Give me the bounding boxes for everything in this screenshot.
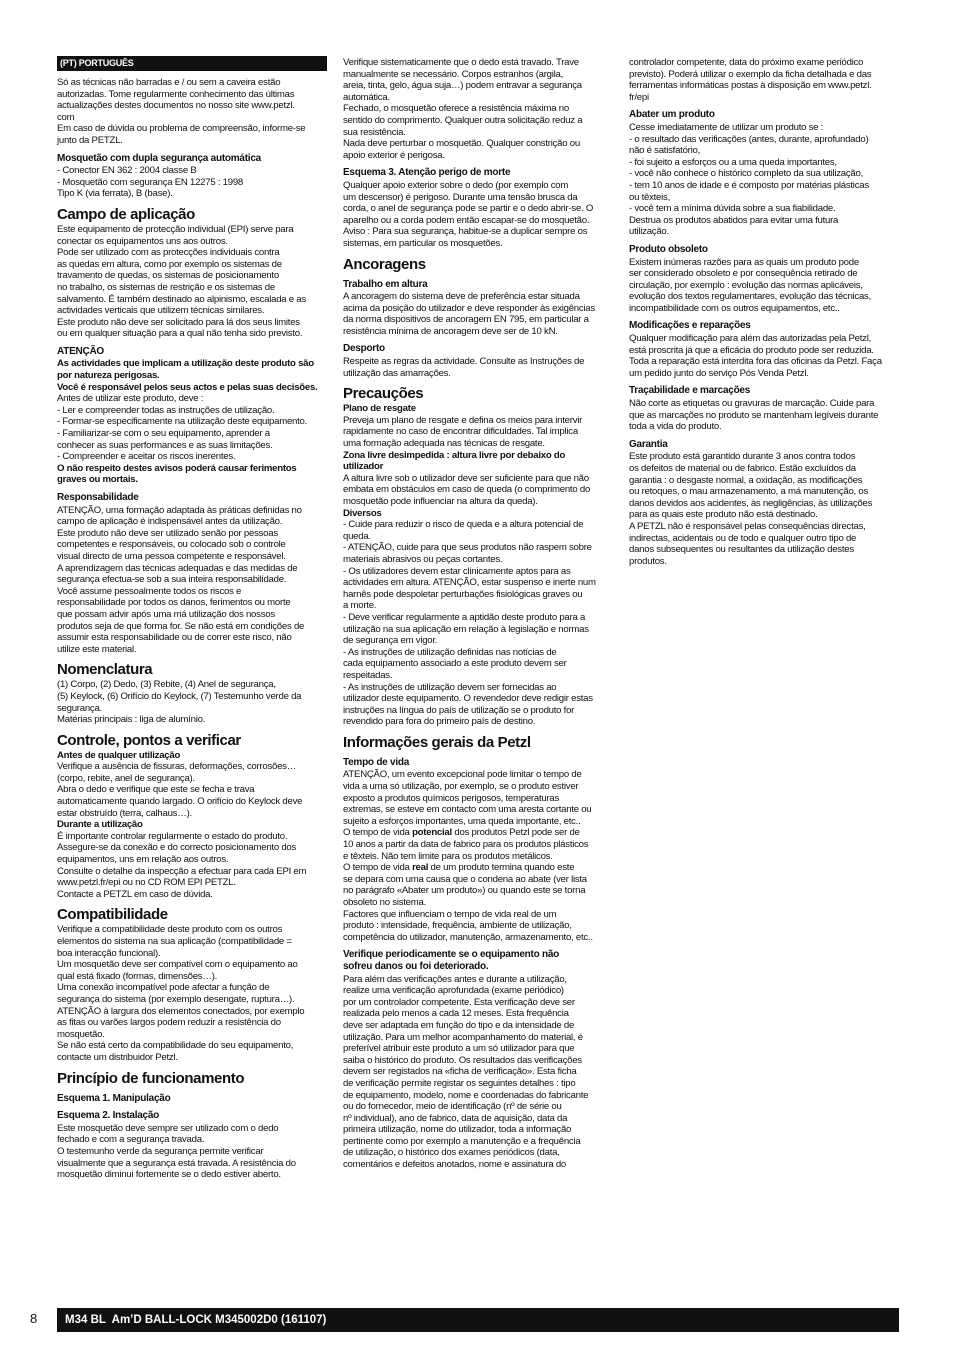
- periodic-check-text: Para além das verificações antes e durante a utilização, realize uma verificação aprofundada (exame periódico) por um controlador competente. Esta verificação deve ser realizada pelo menos a cada 12 meses. Esta frequência deve ser adaptada em função do tipo e da intensidade de utilização. Para um melhor acompanhamento do material, é preferível atribuir este produto a um só utilizador para que saiba o histórico do produto. Os resultados das verificações devem ser registados na «ficha de verificação». Esta ficha de verificação permite registar os seguintes detalhes : tipo de equipamento, modelo, nome e coordenadas do fabricante ou do fornecedor, meio de identificação (nº de série ou nº individual), ano de fabrico, data de aquisição, data da primeira utilização, nome do utilizador, toda a informação pertinente como por exemplo a manutenção e a frequência de utilização, o histórico dos exames periódicos (data, comentários e defeitos anotados, nome e assinatura do: [343, 973, 589, 1171]
- checks-text-during: É importante controlar regularmente o estado do produto. Assegure-se da conexão e do correcto posicionamento dos equipamentos, uns em relação aos outros. Consulte o detalhe da inspecção a efectuar para cada EPI em www.petzl.fr/epi ou no CD ROM EPI PETZL. Contacte a PETZL em caso de dúvida.: [57, 830, 307, 900]
- column-1: [57, 56, 327, 1181]
- application-text: Este equipamento de protecção individual (EPI) serve para conectar os equipamentos uns aos outros. Pode ser utilizado com as protecções individuais contra as quedas em altura, como por exemplo os sistemas de travamento de quedas, os sistemas de posicionamento no trabalho, os sistemas de restrição e os sistemas de salvamento. É também destinado ao alpinismo, escalada e as actividades verticais que utilizem técnicas similares. Este produto não deve ser solicitado para lá dos seus limites ou em qualquer situação para a qual não tenha sido previsto.: [57, 223, 306, 340]
- nomenclature-text: (1) Corpo, (2) Dedo, (3) Rebite, (4) Anel de segurança, (5) Keylock, (6) Orifício do Keylock, (7) Testemunho verde da segurança. Matérias principais : liga de alumínio.: [57, 679, 302, 726]
- lifetime-text: ATENÇÃO, um evento excepcional pode limitar o tempo de vida a uma só utilização, por exemplo, se o produto estiver exposto a produtos químicos perigosos, temperaturas extremas, se esteve em contacto com uma aresta cortante ou sujeito a esforços importantes, uma queda importante, etc.. O tempo de vida potencial dos produtos Petzl pode ser de 10 anos a partir da data de fabrico para os produtos plásticos e têxteis. Não tem limite para os produtos metálicos. O tempo de vida real de um produto termina quando este se depara com uma causa que o condena ao abate (ver lista no parágrafo «Abater um produto») ou quando este se torna obsoleto no sistema. Factores que influenciam o tempo de vida real de um produto : intensidade, frequência, ambiente de utilização, competência do utilizador, manutenção, armazenamento, etc..: [343, 769, 593, 943]
- responsibility-heading: Responsabilidade: [57, 492, 139, 503]
- page-number: 8: [30, 1311, 38, 1326]
- column-2: [343, 57, 613, 1171]
- section-heading-compatibility: Compatibilidade: [57, 906, 168, 924]
- work-at-height-text: A ancoragem do sistema deve de preferência estar situada acima da posição do utilizador e deve responder às exigências da norma dispositivos de ancoragem EN 795, em particular a resistência mínima de ancoragem deve ser de 10 kN.: [343, 291, 595, 337]
- section-heading-principle: Princípio de funcionamento: [57, 1069, 245, 1087]
- document-reference: M34 BL Am’D BALL-LOCK M345002D0 (161107): [65, 1314, 327, 1326]
- diagram-2-text: Este mosquetão deve sempre ser utilizado com o dedo fechado e com a segurança travada. O testemunho verde da segurança permite verificar visualmente que a segurança está travada. A resistência do mosquetão diminui fortemente se o dedo estiver aberto.: [57, 1122, 296, 1181]
- product-type-heading: Mosquetão com dupla segurança automática: [57, 152, 261, 164]
- clearance-text: A altura livre sob o utilizador deve ser suficiente para que não embata em obstáculos em caso de queda (o comprimento do mosquetão pode influenciar na altura da queda).: [343, 472, 591, 507]
- rescue-plan-text: Preveja um plano de resgate e defina os meios para intervir rapidamente no caso de encontrar dificuldades. Tal implica uma formação adequada nas técnicas de resgate.: [343, 414, 583, 450]
- footer-bar: [57, 1308, 899, 1332]
- warning-text: Antes de utilizar este produto, deve : - Ler e compreender todas as instruções de utilização. - Formar-se especificamente na utilização deste equipamento. - Familiarizar-se com o seu equipamento, aprender a conhecer as suas performances e as suas limitações. - Compreender e aceitar os riscos inerentes.: [57, 393, 308, 463]
- responsibility-text: ATENÇÃO, uma formação adaptada às práticas definidas no campo de aplicação é indispensável antes da utilização. Este produto não deve ser utilizado senão por pessoas competentes e responsáveis, ou colocado sob o controle visual directo de uma pessoa competente e responsável. A aprendizagem das técnicas adequadas e das medidas de segurança efectua-se sob a sua inteira responsabilidade. Você assume pessoalmente todos os riscos e responsabilidade por todos os danos, ferimentos ou morte que possam advir após uma má utilização dos nossos produtos seja de que forma for. Se não está em condições de assumir esta responsabilidade ou de correr este risco, não utilize este material.: [57, 504, 305, 655]
- section-heading-checks: Controle, pontos a verificar: [57, 731, 241, 749]
- periodic-check-heading: Verifique periodicamente se o equipamento não sofreu danos ou foi deteriorado.: [343, 949, 560, 972]
- clearance-heading: Zona livre desimpedida : altura livre por debaixo do utilizador: [343, 449, 566, 473]
- diagram-2-heading: Esquema 2. Instalação: [57, 1110, 160, 1122]
- warranty-text: Este produto está garantido durante 3 anos contra todos os defeitos de material ou de fabrico. Estão excluídos da garantia : o desgaste normal, a oxidação, as modificações ou retoques, o mau armazenamento, a má manutenção, os danos devidos aos acidentes, às negligências, às utilizações para as quais este produto não está destinado. A PETZL não é responsável pelas consequências directas, indirectas, acidentais ou de todo e qualquer outro tipo de danos subsequentes ou resultantes da utilização destes produtos.: [629, 451, 873, 567]
- compatibility-text: Verifique a compatibilidade deste produto com os outros elementos do sistema na sua aplicação (compatibilidade = boa interacção funcional). Um mosquetão deve ser compatível com o equipamento ao qual está fixado (formas, dimensões…). Uma conexão incompatível pode afectar a função de segurança do sistema (por exemplo desengate, ruptura…). ATENÇÃO à largura dos elementos conectados, por exemplo as fitas ou varões largos podem reduzir a resistência do mosquetão. Se não está certo da compatibilidade do seu equipamento, contacte um distribuidor Petzl.: [57, 924, 305, 1063]
- checks-subheading-before: Antes de qualquer utilização: [57, 749, 181, 761]
- sport-text: Respeite as regras da actividade. Consulte as Instruções de utilização das amarrações.: [343, 356, 585, 379]
- warning-bold-text: As actividades que implicam a utilização deste produto são por natureza perigosas. Você é responsável pelos seus actos e pelas suas decisões.: [57, 358, 318, 393]
- obsolete-heading: Produto obsoleto: [629, 243, 708, 255]
- traceability-text: Não corte as etiquetas ou gravuras de marcação. Cuide para que as marcações no produto se mantenham legíveis durante toda a vida do produto.: [629, 398, 879, 433]
- warning-bold-text-2: O não respeito destes avisos poderá causar ferimentos graves ou mortais.: [57, 462, 297, 486]
- diagram-3-text: Qualquer apoio exterior sobre o dedo (por exemplo com um descensor) é perigoso. Durante uma tensão brusca da corda, o anel de segurança pode se partir e o dedo abrir-se. O aparelho ou a corda podem então escapar-se do mosquetão. Aviso : Para sua segurança, habitue-se a duplicar sempre os sistemas, em particular os mosquetões.: [343, 179, 594, 249]
- section-heading-precautions: Precauções: [343, 385, 424, 403]
- language-label: (PT) PORTUGUÊS: [57, 56, 327, 71]
- rescue-plan-heading: Plano de resgate: [343, 403, 416, 415]
- lifetime-heading: Tempo de vida: [343, 756, 410, 768]
- continued-text-3: controlador competente, data do próximo exame periódico previsto). Poderá utilizar o exemplo da ficha detalhada e das ferramentas informáticas postas à disposição em www.petzl. fr/epi: [629, 57, 872, 103]
- warranty-heading: Garantia: [629, 438, 668, 450]
- section-heading-general-info: Informações gerais da Petzl: [343, 733, 531, 751]
- checks-subheading-during: Durante a utilização: [57, 819, 143, 831]
- section-heading-anchors: Ancoragens: [343, 255, 426, 273]
- misc-text: - Cuide para reduzir o risco de queda e a altura potencial de queda. - ATENÇÃO, cuide para que seus produtos não raspem sobre materiais abrasivos ou peças cortantes. - Os utilizadores devem estar clinicamente aptos para as actividades em altura. ATENÇÃO, estar suspenso e inerte num harnês pode despoletar perturbações fisiológicas graves ou a morte. - Deve verificar regularmente a aptidão deste produto para a utilização na sua aplicação em relação à legislação e normas de segurança em vigor. - As instruções de utilização definidas nas notícias de cada equipamento associado a este produto devem ser respeitadas. - As instruções de utilização devem ser fornecidas ao utilizador deste equipamento. O revendedor deve redigir estas instruções na língua do país de utilização se o produto for revendido para fora do primeiro país de destino.: [343, 519, 596, 728]
- retire-heading: Abater um produto: [629, 109, 715, 121]
- modifications-text: Qualquer modificação para além das autorizadas pela Petzl, está proscrita já que a eficácia do produto pode ser reduzida. Toda a reparação está interdita fora das oficinas da Petzl. Faça um pedido junto do serviço Pós Venda Petzl.: [629, 333, 882, 379]
- warning-heading: ATENÇÃO: [57, 345, 104, 357]
- modifications-heading: Modificações e reparações: [629, 320, 751, 332]
- sport-heading: Desporto: [343, 343, 385, 355]
- work-at-height-heading: Trabalho em altura: [343, 278, 428, 290]
- section-heading-application: Campo de aplicação: [57, 205, 195, 223]
- column-3: [629, 57, 901, 567]
- misc-heading: Diversos: [343, 507, 382, 519]
- section-heading-nomenclature: Nomenclatura: [57, 661, 153, 679]
- obsolete-text: Existem inúmeras razões para as quais um produto pode ser considerado obsoleto e por consequência retirado de circulação, por exemplo : evolução das normas aplicáveis, evolução dos textos regulamentares, evolução das técnicas, incompatibilidade com os outros equipamentos, etc..: [629, 256, 872, 314]
- checks-text-before: Verifique a ausência de fissuras, deformações, corrosões… (corpo, rebite, anel de segurança). Abra o dedo e verifique que este se fecha e trava automaticamente quando largado. O orifício do Keylock deve estar obstruído (terra, calhaus…).: [57, 761, 303, 819]
- traceability-heading: Traçabilidade e marcações: [629, 385, 751, 397]
- intro-text: Só as técnicas não barradas e / ou sem a caveira estão autorizadas. Tome regularmente conhecimento das últimas actualizações destes documentos no nosso site www.petzl. com Em caso de dúvida ou problema de compreensão, informe-se junto da PETZL.: [57, 77, 306, 146]
- diagram-3-heading: Esquema 3. Atenção perigo de morte: [343, 167, 511, 179]
- retire-text: Cesse imediatamente de utilizar um produto se : - o resultado das verificações (antes, durante, aprofundado) não é satisfatório, - foi sujeito a esforços ou a uma queda importantes, - você não conhece o histórico completo da sua utilização, - tem 10 anos de idade e é composto por matérias plásticas ou têxteis, - você tem a mínima dúvida sobre a sua fiabilidade. Destrua os produtos abatidos para evitar uma futura utilização.: [629, 121, 869, 238]
- diagram-1-heading: Esquema 1. Manipulação: [57, 1092, 171, 1104]
- standards-text: - Conector EN 362 : 2004 classe B - Mosquetão com segurança EN 12275 : 1998 Tipo K (via ferrata), B (base).: [57, 165, 244, 200]
- continued-text: Verifique sistematicamente que o dedo está travado. Trave manualmente se necessário. Corpos estranhos (argila, areia, tinta, gelo, água suja…) podem entravar a segurança automática. Fechado, o mosquetão oferece a resistência máxima no sentido do comprimento. Qualquer outra solicitação reduz a sua resistência. Nada deve perturbar o mosquetão. Qualquer constrição ou apoio exterior é perigosa.: [343, 57, 583, 161]
